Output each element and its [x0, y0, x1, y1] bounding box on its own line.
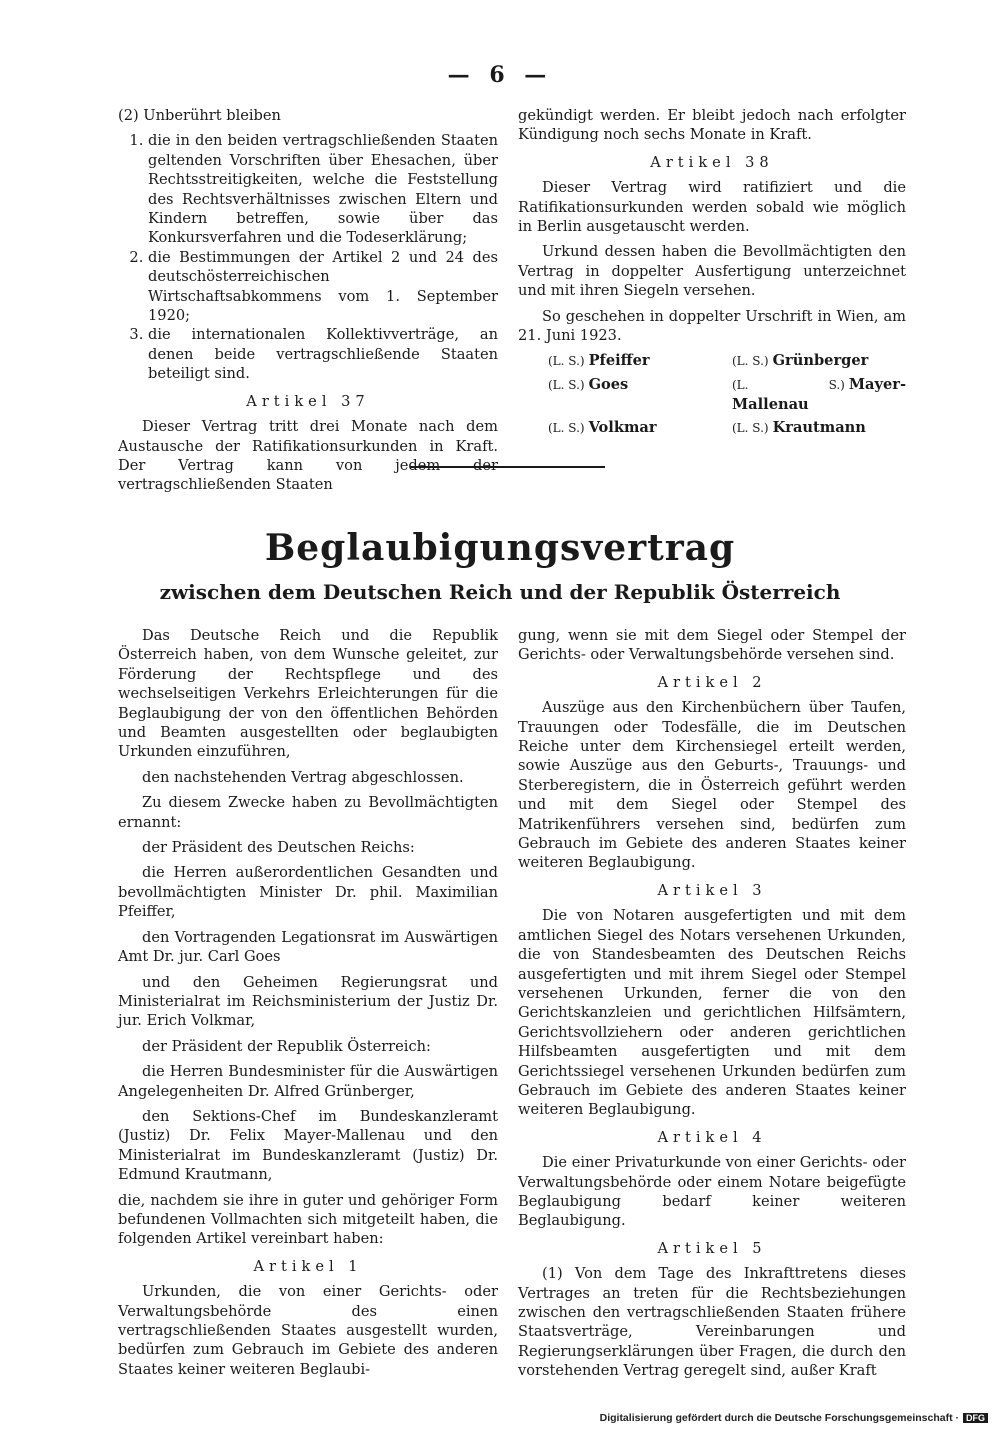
article-1-heading: Artikel 1	[253, 1257, 363, 1275]
signature-gruenberger: (L. S.) Grünberger	[732, 352, 869, 370]
signature-volkmar: (L. S.) Volkmar	[548, 418, 657, 436]
article-37-heading: Artikel 37	[246, 392, 370, 410]
article-1-text: Urkunden, die von einer Gerichts- oder Verwaltungsbehörde des einen vertragschließenden Staates ausgestellt wurden, bedürfen zum Gebrauch im Gebiete des anderen Staates keiner weiteren Beglaubi-	[118, 1283, 498, 1378]
plenipotentiary-pfeiffer: die Herren außerordentlichen Gesandten und bevollmächtigten Minister Dr. phil. Maximilian Pfeiffer,	[118, 864, 498, 921]
list-item: 3. die internationalen Kollektivverträge, an denen beide vertragschließende Staaten beteiligt sind.	[148, 325, 498, 383]
top-right-column	[518, 106, 906, 438]
article-1-continuation: gung, wenn sie mit dem Siegel oder Stempel der Gerichts- oder Verwaltungsbehörde versehen sind.	[518, 627, 906, 664]
signature-mayer-mallenau: (L. S.) Mayer-Mallenau	[732, 375, 906, 414]
preamble-conclusion: den nachstehenden Vertrag abgeschlossen.	[142, 768, 464, 786]
place-date: So geschehen in doppelter Urschrift in Wien, am 21. Juni 1923.	[518, 307, 906, 345]
section-intro: (2) Unberührt bleiben	[118, 107, 281, 124]
plenipotentiary-mayer-krautmann: den Sektions-Chef im Bundeskanzleramt (Justiz) Dr. Felix Mayer-Mallenau und den Ministerialrat im Bundeskanzleramt (Justiz) Dr. Edmund Krautmann,	[118, 1107, 498, 1184]
plenipotentiary-volkmar: und den Geheimen Regierungsrat und Ministerialrat im Reichsministerium der Justiz Dr. jur. Erich Volkmar,	[118, 973, 498, 1030]
digitization-footer	[600, 1412, 988, 1424]
austrian-president-line: der Präsident der Republik Österreich:	[142, 1037, 431, 1055]
article-3-text: Die von Notaren ausgefertigten und mit dem amtlichen Siegel des Notars versehenen Urkunden, die von Standesbeamten des Deutschen Reichs ausgefertigten und mit ihrem Siegel oder Stempel versehenen Urkunden, ferner die von den Gerichtskanzleien und gerichtlichen Hilfsämtern, Gerichtsvollziehern oder anderen gerichtlichen Hilfsbeamten ausgefertigten und mit dem Gerichtssiegel versehenen Urkunden bedürfen zum Gebrauch im Gebiete des anderen Staates keiner weiteren Beglaubigung.	[518, 907, 906, 1119]
article-5-heading: Artikel 5	[657, 1239, 767, 1257]
article-2-text: Auszüge aus den Kirchenbüchern über Taufen, Trauungen oder Todesfälle, die im Deutschen Reiche unter dem Kirchensiegel erteilt werden, sowie Auszüge aus den Geburts-, Trauungs- und Sterberegistern, die in Österreich geführt werden und mit dem Siegel oder Stempel des Matrikenführers versehen sind, bedürfen zum Gebrauch im Gebiete des anderen Staates keiner weiteren Beglaubigung.	[518, 699, 906, 872]
document-title: Beglaubigungsvertrag	[264, 527, 736, 569]
article-2-heading: Artikel 2	[657, 673, 767, 691]
signature-pfeiffer: (L. S.) Pfeiffer	[548, 352, 650, 370]
article-38-text: Dieser Vertrag wird ratifiziert und die Ratifikationsurkunden werden sobald wie möglich in Berlin ausgetauscht werden.	[518, 179, 906, 236]
signature-goes: (L. S.) Goes	[548, 375, 629, 393]
german-president-line: der Präsident des Deutschen Reichs:	[142, 839, 415, 857]
article-5-text: (1) Von dem Tage des Inkrafttretens dieses Vertrages an treten für die Rechtsbeziehungen zwischen den vertragschließenden Staaten frühere Staatsverträge, Vereinbarungen und Regierungserklärungen über Fragen, die durch den vorstehenden Vertrag geregelt sind, außer Kraft	[518, 1265, 906, 1380]
preamble-paragraph: Das Deutsche Reich und die Republik Österreich haben, von dem Wunsche geleitet, zur Förderung der Rechtspflege und des wechselseitigen Verkehrs Erleichterungen für die Beglaubigung der von den öffentlichen Behörden und Beamten ausgestellten oder beglaubigten Urkunden einzuführen,	[118, 627, 498, 761]
treaty-left-column	[118, 626, 498, 1385]
article-37-continuation: gekündigt werden. Er bleibt jedoch nach erfolgter Kündigung noch sechs Monate in Kraft.	[518, 107, 906, 144]
plenipotentiary-gruenberger: die Herren Bundesminister für die Auswärtigen Angelegenheiten Dr. Alfred Grünberger,	[118, 1063, 498, 1100]
signature-krautmann: (L. S.) Krautmann	[732, 418, 866, 436]
section-divider	[410, 466, 605, 468]
list-item: 1. die in den beiden vertragschließenden Staaten geltenden Vorschriften über Ehesachen, über Rechtsstreitigkeiten, welche die Feststellung des Rechtsverhältnisses zwischen Eltern und Kindern betreffen, sowie über das Konkursverfahren und die Todeserklärung;	[148, 131, 498, 247]
page-number: — 6 —	[447, 62, 553, 88]
article-38-heading: Artikel 38	[650, 153, 774, 171]
urkund-paragraph: Urkund dessen haben die Bevollmächtigten den Vertrag in doppelter Ausfertigung unterzeichnet und mit ihren Siegeln versehen.	[518, 243, 906, 300]
signature-block	[518, 351, 906, 438]
exceptions-list	[118, 131, 498, 383]
treaty-right-column	[518, 626, 906, 1387]
document-subtitle: zwischen dem Deutschen Reich und der Republik Österreich	[159, 580, 841, 604]
article-3-heading: Artikel 3	[657, 881, 767, 899]
footer-text: Digitalisierung gefördert durch die Deutsche Forschungsgemeinschaft ·	[599, 1412, 959, 1424]
top-left-column	[118, 106, 498, 501]
article-4-text: Die einer Privaturkunde von einer Gerichts- oder Verwaltungsbehörde oder einem Notare beigefügte Beglaubigung bedarf keiner weiteren Beglaubigung.	[518, 1154, 906, 1230]
list-item: 2. die Bestimmungen der Artikel 2 und 24 des deutschösterreichischen Wirtschaftsabkommens vom 1. September 1920;	[148, 248, 498, 326]
dfg-logo: DFG	[963, 1413, 988, 1423]
article-4-heading: Artikel 4	[657, 1128, 767, 1146]
article-37-text: Dieser Vertrag tritt drei Monate nach dem Austausche der Ratifikationsurkunden in Kraft. Der Vertrag kann von jedem der vertragschließenden Staaten	[118, 418, 498, 494]
plenipotentiary-goes: den Vortragenden Legationsrat im Auswärtigen Amt Dr. jur. Carl Goes	[118, 928, 498, 966]
plenipotentiaries-intro: Zu diesem Zwecke haben zu Bevollmächtigten ernannt:	[118, 794, 498, 831]
agreement-statement: die, nachdem sie ihre in guter und gehöriger Form befundenen Vollmachten sich mitgeteilt haben, die folgenden Artikel vereinbart haben:	[118, 1191, 498, 1248]
